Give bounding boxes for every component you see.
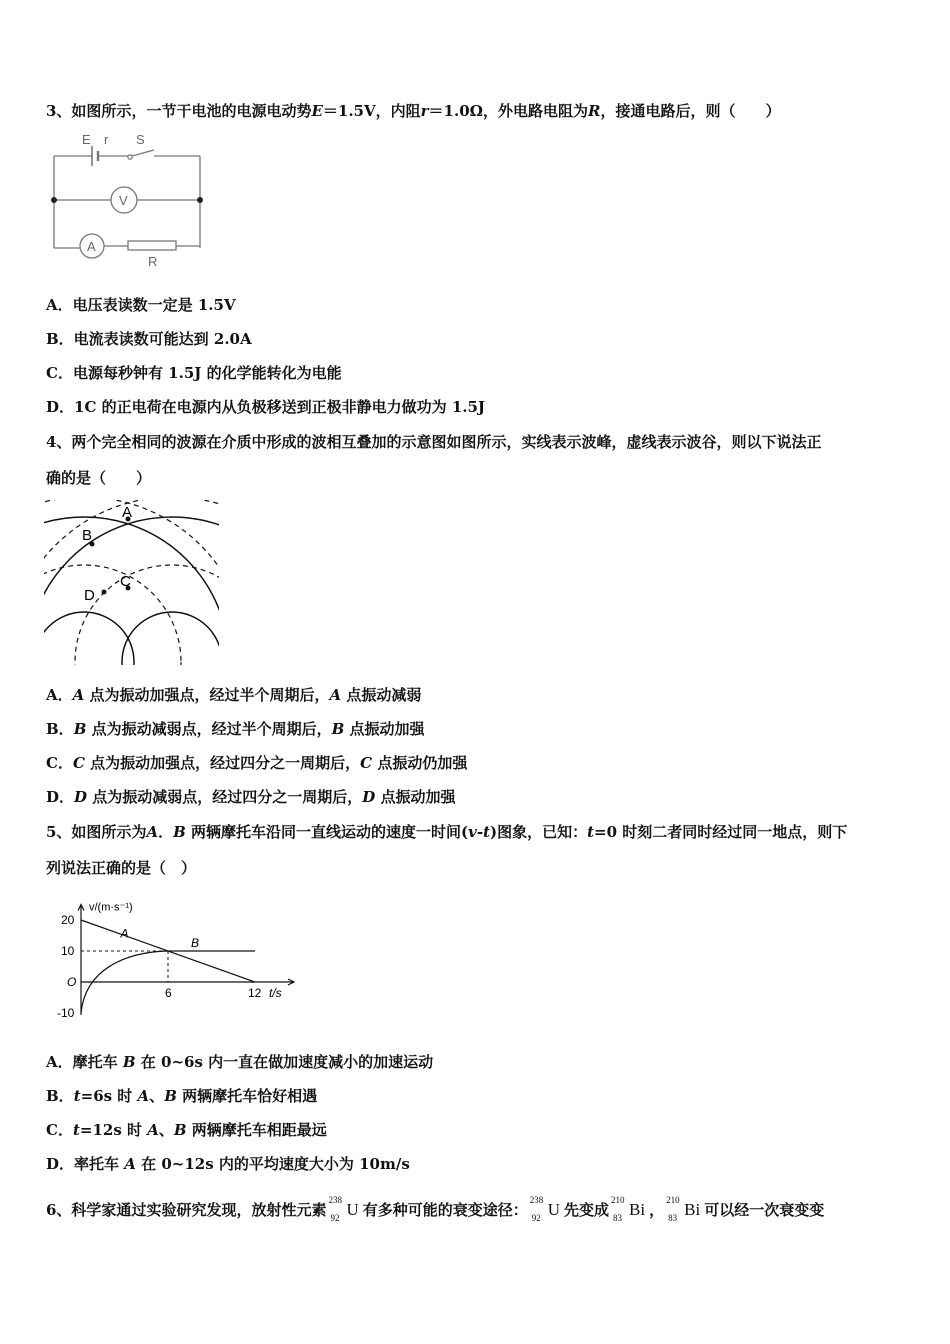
switch-label: S — [136, 132, 145, 147]
q4-stem-line1: 4、两个完全相同的波源在介质中形成的波相互叠加的示意图如图所示，实线表示波峰，虚线表示波谷，则以下说法正 — [46, 433, 822, 451]
bismuth-210-nuclide: 210 83 Bi — [611, 1195, 646, 1223]
voltmeter-label: V — [119, 193, 128, 208]
y-tick-label-neg10: -10 — [57, 1006, 75, 1020]
q5-option-d[interactable]: D．率托车 A 在 0~12s 内的平均速度大小为 10m/s — [46, 1155, 410, 1173]
q4-stem-line2: 确的是（ ） — [46, 469, 152, 487]
ammeter-label: A — [87, 239, 96, 254]
q6-stem: 6、科学家通过实验研究发现，放射性元素 238 92 U 有多种可能的衰变途径： 238 92 U 先变成 210 83 Bi ， 210 83 Bi 可以经一次衰变变 — [46, 1195, 825, 1223]
resistor-label: R — [148, 254, 158, 269]
q5-vt-chart — [46, 888, 282, 1028]
bismuth-210-nuclide-2: 210 83 Bi — [666, 1195, 701, 1223]
battery-emf-label: E — [82, 132, 91, 147]
point-a-label: A — [122, 504, 133, 521]
q4-option-c[interactable]: C．C 点为振动加强点，经过四分之一周期后，C 点振动仍加强 — [46, 754, 468, 772]
q4-option-a[interactable]: A．A 点为振动加强点，经过半个周期后，A 点振动减弱 — [46, 686, 422, 704]
internal-resistance-label: r — [104, 132, 109, 147]
point-c-label: C — [120, 573, 131, 590]
q5-option-c[interactable]: C．t=12s 时 A、B 两辆摩托车相距最远 — [46, 1121, 327, 1139]
y-tick-label-20: 20 — [61, 913, 75, 927]
point-b-label: B — [82, 527, 93, 544]
q3-option-d[interactable]: D．1C 的正电荷在电源内从负极移送到正极非静电力做功为 1.5J — [46, 398, 486, 416]
uranium-238-nuclide-2: 238 92 U — [529, 1195, 561, 1223]
point-d-label: D — [84, 587, 95, 604]
series-b-label: B — [191, 936, 200, 950]
q5-option-b[interactable]: B．t=6s 时 A、B 两辆摩托车恰好相遇 — [46, 1087, 318, 1105]
q5-stem-line1: 5、如图所示为A．B 两辆摩托车沿同一直线运动的速度一时间(v-t)图象，已知：t=0 时刻二者同时经过同一地点，则下 — [46, 823, 848, 841]
q4-option-b[interactable]: B．B 点为振动减弱点，经过半个周期后，B 点振动加强 — [46, 720, 425, 738]
x-axis-label: t/s — [269, 986, 282, 1000]
x-tick-label-12: 12 — [248, 986, 262, 1000]
q3-option-a[interactable]: A．电压表读数一定是 1.5V — [46, 296, 236, 314]
y-axis-label: v/(m·s⁻¹) — [89, 901, 133, 914]
uranium-238-nuclide: 238 92 U — [328, 1195, 359, 1223]
q4-option-d[interactable]: D．D 点为振动减弱点，经过四分之一周期后，D 点振动加强 — [46, 788, 456, 806]
q3-stem: 3、如图所示，一节干电池的电源电动势E＝1.5V，内阻r＝1.0Ω，外电路电阻为R，接通电路后，则（ ） — [46, 102, 781, 120]
x-tick-label-6: 6 — [165, 986, 172, 1000]
q5-option-a[interactable]: A．摩托车 B 在 0~6s 内一直在做加速度减小的加速运动 — [46, 1053, 434, 1071]
q3-circuit-diagram — [46, 130, 216, 270]
q3-option-b[interactable]: B．电流表读数可能达到 2.0A — [46, 330, 252, 348]
origin-label: O — [67, 975, 77, 989]
q4-wave-interference-diagram — [44, 500, 219, 668]
y-tick-label-10: 10 — [61, 944, 75, 958]
q5-stem-line2: 列说法正确的是（ ） — [46, 859, 197, 877]
q3-option-c[interactable]: C．电源每秒钟有 1.5J 的化学能转化为电能 — [46, 364, 342, 382]
series-a-label: A — [120, 926, 129, 941]
